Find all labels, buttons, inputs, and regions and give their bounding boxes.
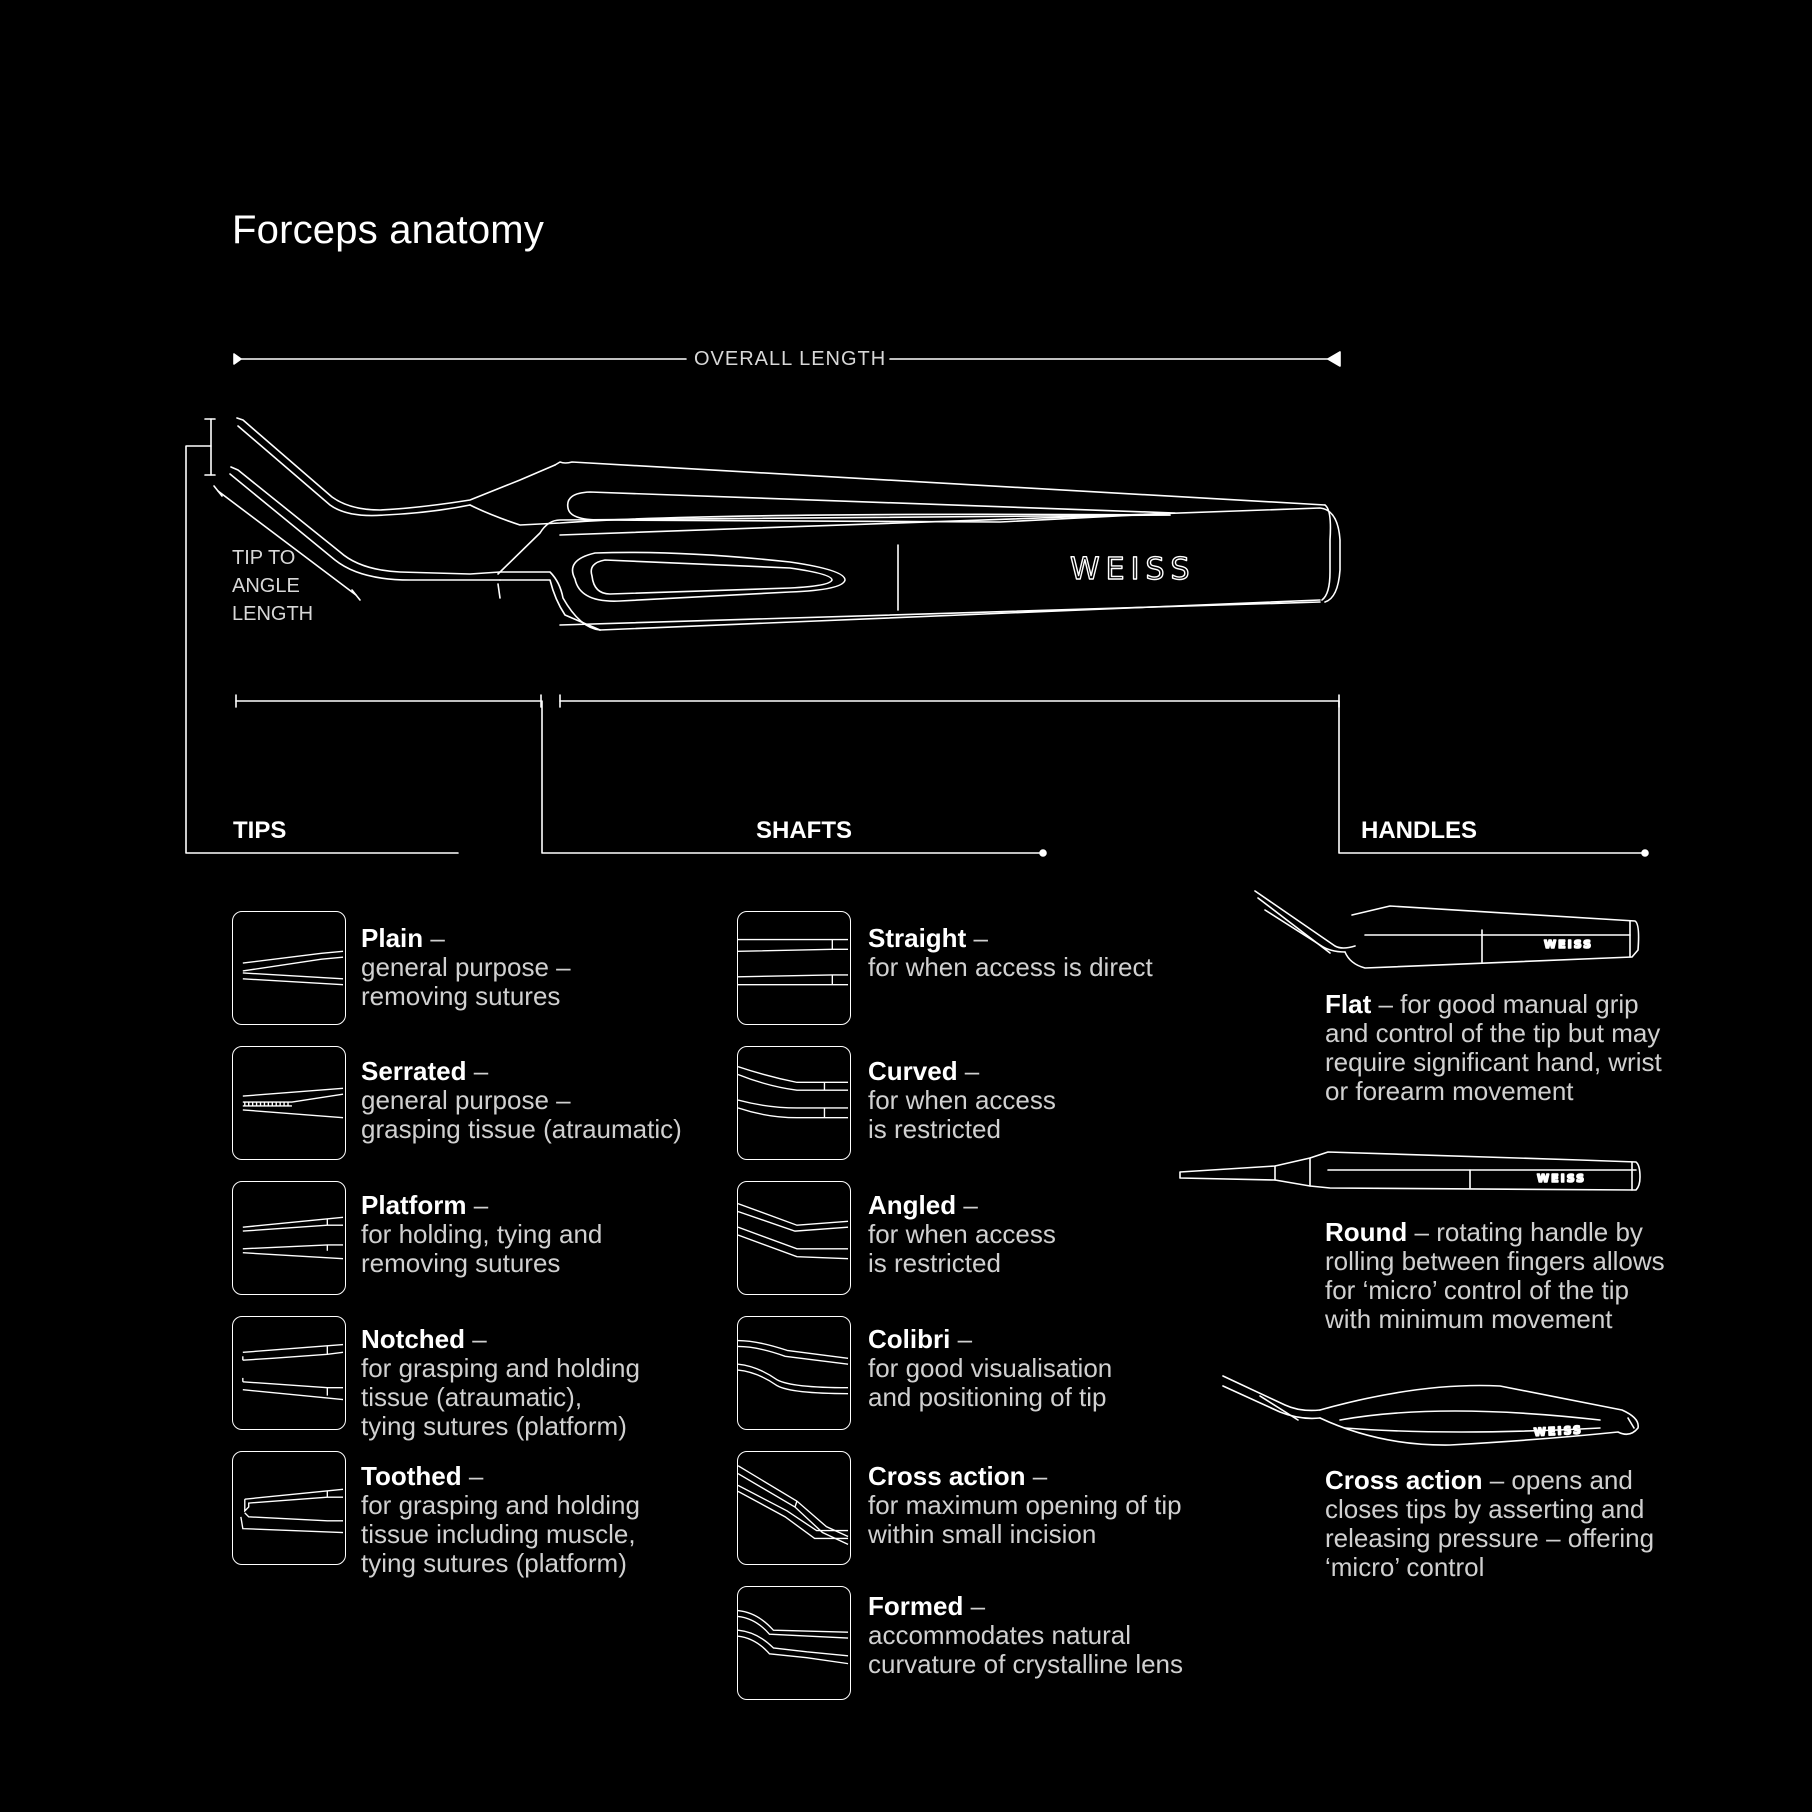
toothed-tip-icon: [232, 1451, 346, 1565]
serrated-tip-icon: [232, 1046, 346, 1160]
platform-tip-icon: [232, 1181, 346, 1295]
flat-handle-logo: WEISS: [1544, 938, 1594, 951]
handle-item-cross-action: Cross action – opens and closes tips by asserting and releasing pressure – offering ‘micro’ control: [1325, 1465, 1655, 1582]
tip-to-angle-label: TIP TO ANGLE LENGTH: [232, 547, 314, 625]
section-tips-heading: TIPS: [233, 817, 287, 844]
plain-tip-icon: [232, 911, 346, 1025]
overall-length-label: OVERALL LENGTH: [694, 348, 887, 370]
tip-offset-bracket: [186, 419, 458, 853]
tip-item-toothed: Toothed – for grasping and holding tissue including muscle, tying sutures (platform): [361, 1461, 640, 1578]
brand-logo: WEISS: [1070, 552, 1196, 587]
straight-shaft-icon: [737, 911, 851, 1025]
cross-action-shaft-icon: [737, 1451, 851, 1565]
handle-item-flat: Flat – for good manual grip and control of the tip but may require significant hand, wrist or forearm movement: [1325, 989, 1662, 1106]
formed-shaft-icon: [737, 1586, 851, 1700]
cross-action-handle-logo: WEISS: [1533, 1423, 1584, 1439]
angled-shaft-icon: [737, 1181, 851, 1295]
tip-item-platform: Platform – for holding, tying and removing sutures: [361, 1190, 603, 1278]
round-handle-logo: WEISS: [1537, 1172, 1587, 1185]
forceps-main-illustration: [230, 418, 1340, 630]
tip-item-plain: Plain – general purpose – removing sutures: [361, 923, 571, 1011]
shaft-item-colibri: Colibri – for good visualisation and positioning of tip: [868, 1324, 1113, 1412]
tip-item-serrated: Serrated – general purpose – grasping tissue (atraumatic): [361, 1056, 682, 1144]
tip-item-notched: Notched – for grasping and holding tissue (atraumatic), tying sutures (platform): [361, 1324, 640, 1441]
page-title: Forceps anatomy: [232, 208, 545, 252]
shaft-item-angled: Angled – for when access is restricted: [868, 1190, 1056, 1278]
shaft-item-formed: Formed – accommodates natural curvature of crystalline lens: [868, 1591, 1184, 1679]
notched-tip-icon: [232, 1316, 346, 1430]
handle-item-round: Round – rotating handle by rolling between fingers allows for ‘micro’ control of the tip with minimum movement: [1325, 1217, 1665, 1334]
shaft-item-cross-action: Cross action – for maximum opening of tip within small incision: [868, 1461, 1182, 1549]
flat-handle-illustration: [1255, 891, 1639, 968]
section-handles-heading: HANDLES: [1361, 817, 1478, 844]
curved-shaft-icon: [737, 1046, 851, 1160]
shaft-item-curved: Curved – for when access is restricted: [868, 1056, 1056, 1144]
colibri-shaft-icon: [737, 1316, 851, 1430]
section-shafts-heading: SHAFTS: [756, 817, 852, 844]
shaft-item-straight: Straight – for when access is direct: [868, 923, 1153, 982]
